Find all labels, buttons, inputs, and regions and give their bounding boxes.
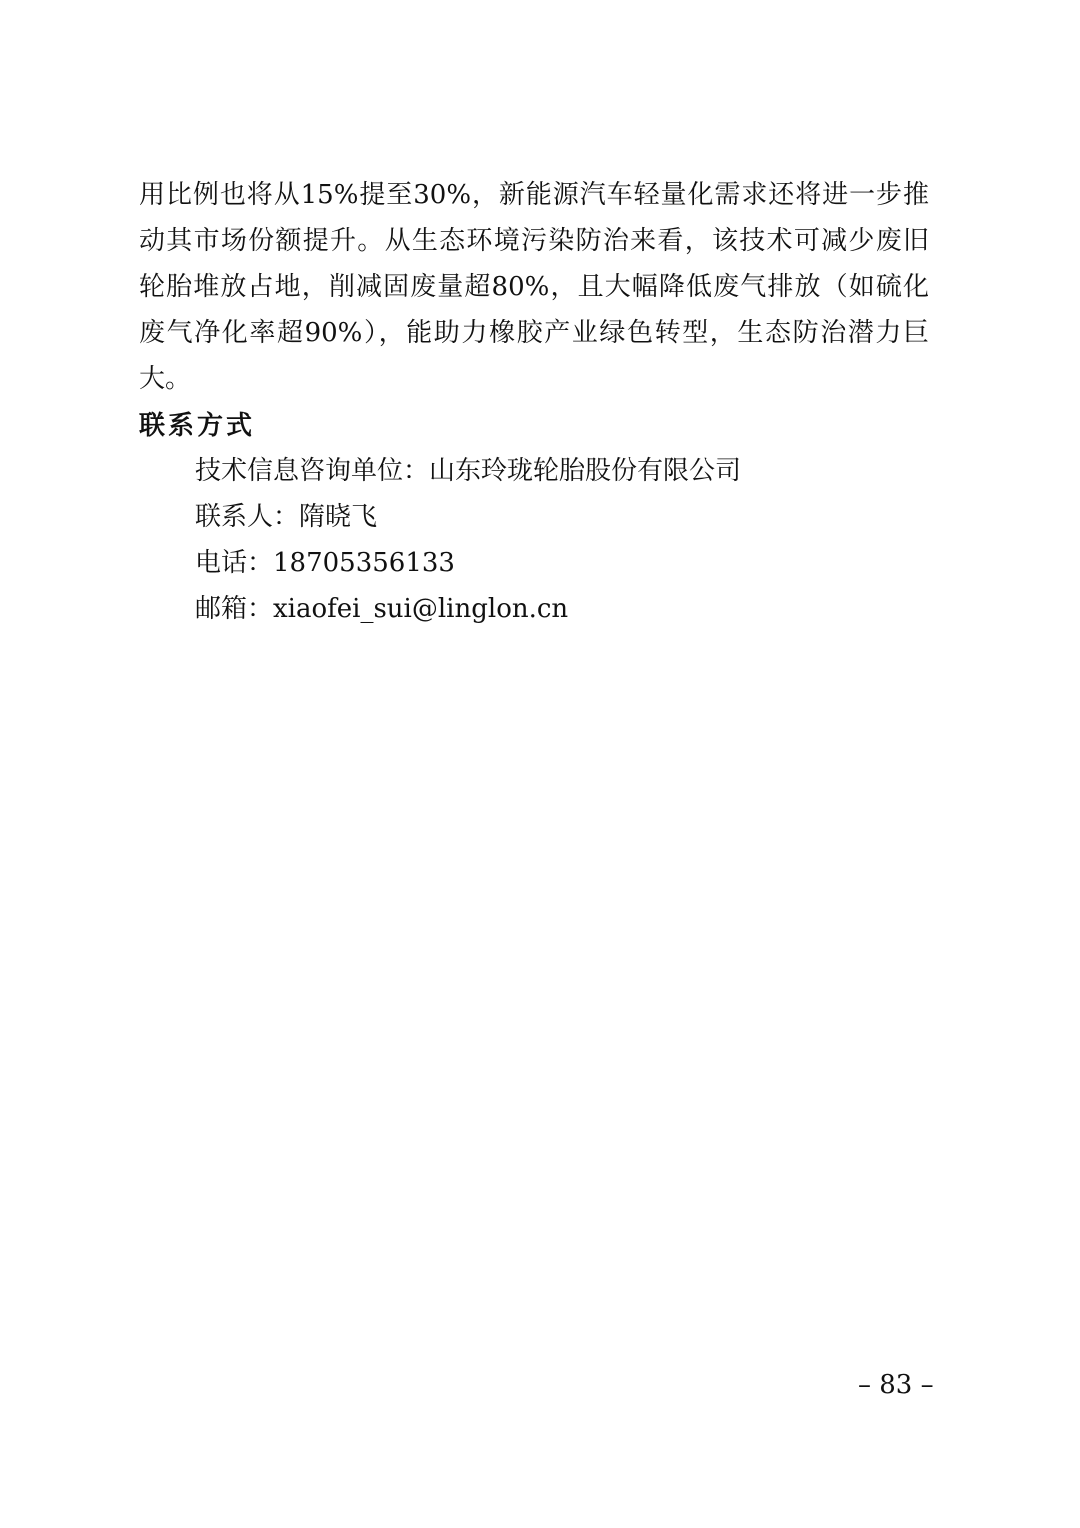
- body-paragraph: [139, 172, 929, 402]
- paragraph-line-1: 用比例也将从15%提至30%，新能源汽车轻量化需求还将进一步推: [139, 180, 929, 210]
- paragraph-line-5: 大。: [139, 364, 192, 394]
- contact-person: 联系人：隋晓飞: [195, 502, 378, 532]
- page-number: – 83 –: [858, 1370, 934, 1400]
- contact-section-heading: 联系方式: [139, 411, 256, 441]
- contact-unit: 技术信息咨询单位：山东玲珑轮胎股份有限公司: [195, 456, 742, 486]
- contact-phone: 电话：18705356133: [195, 548, 455, 578]
- paragraph-line-2: 动其市场份额提升。从生态环境污染防治来看，该技术可减少废旧: [139, 226, 929, 256]
- contact-email: 邮箱：xiaofei_sui@linglon.cn: [195, 594, 569, 624]
- paragraph-line-3: 轮胎堆放占地，削减固废量超80%，且大幅降低废气排放（如硫化: [139, 272, 929, 302]
- contact-info: [195, 448, 741, 632]
- paragraph-line-4: 废气净化率超90%），能助力橡胶产业绿色转型，生态防治潜力巨: [139, 318, 929, 348]
